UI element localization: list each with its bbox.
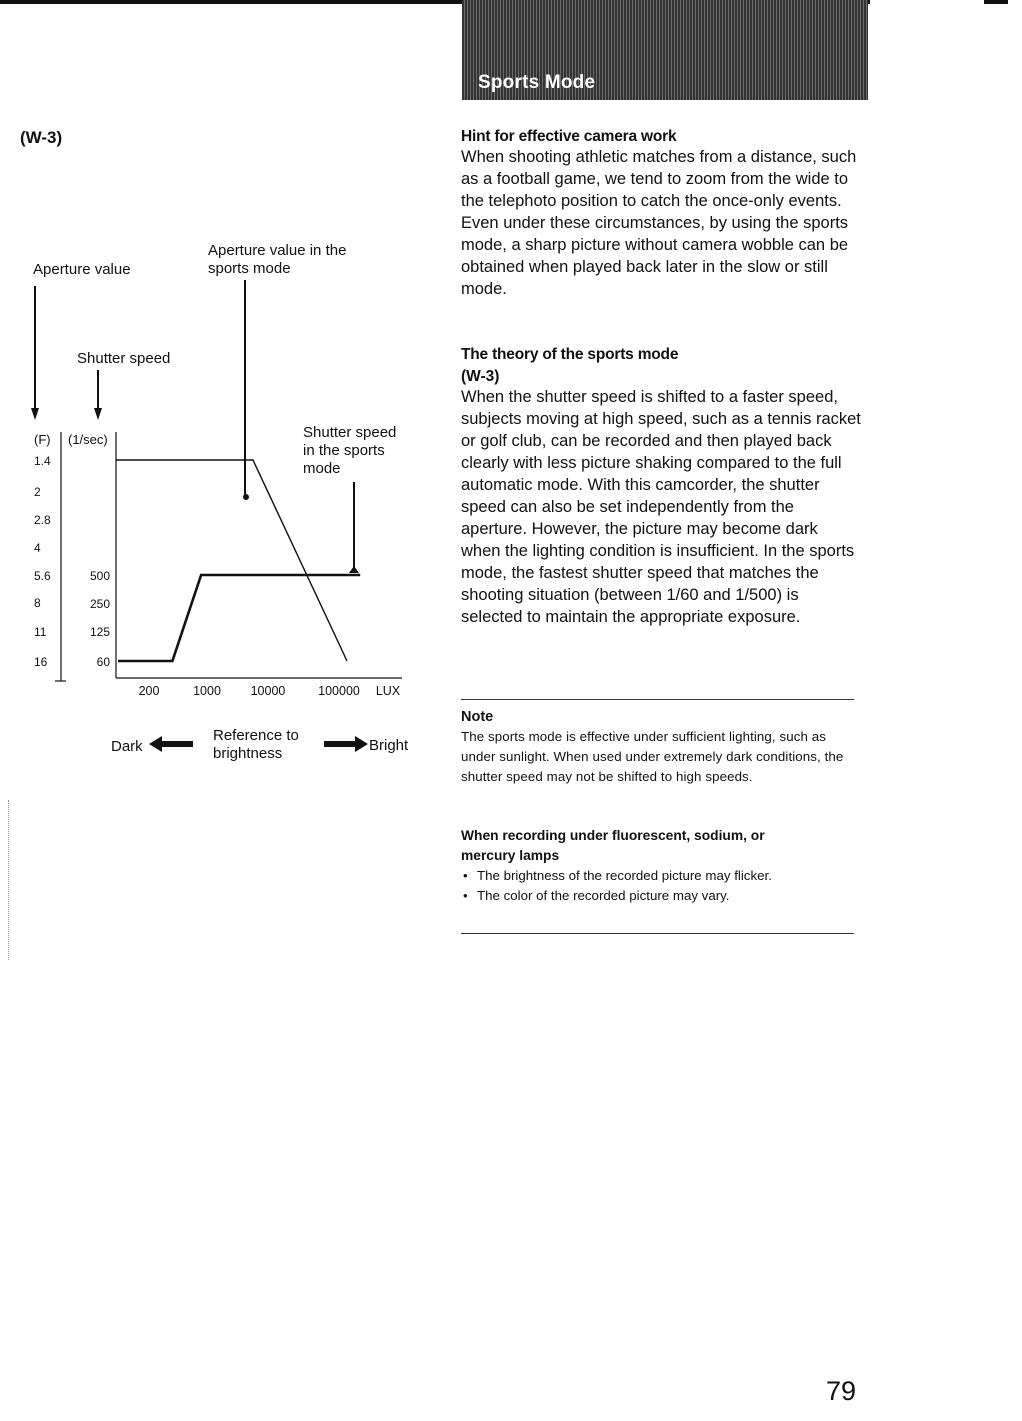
- lamps-list: [461, 866, 856, 906]
- reference-label-2: brightness: [213, 745, 283, 762]
- lux-tick-label: 1000: [193, 684, 221, 698]
- label-aperture-sports-2: sports mode: [208, 260, 291, 277]
- shutter-series-line: [118, 575, 360, 661]
- dark-arrow: [149, 736, 193, 752]
- lux-tick-label: 100000: [318, 684, 360, 698]
- label-shutter-sports-1: Shutter speed: [303, 424, 397, 441]
- hint-body: When shooting athletic matches from a distance, such as a football game, we tend to zoom from the wide to the telephoto position to catch the once-only events. Even under these circumstances, by using the sports mode, a sharp picture without camera wobble can be obtained when played back later in the slow or still mode.: [461, 148, 857, 298]
- exposure-chart: [0, 0, 460, 800]
- shutter-pointer-arrowhead: [94, 408, 102, 420]
- divider-bottom: [461, 933, 854, 934]
- lux-tick-label: 200: [138, 684, 160, 698]
- lux-unit-label: LUX: [375, 684, 401, 698]
- shutter-tick-label: 60: [96, 655, 110, 669]
- shutter-tick-label: 250: [89, 597, 110, 611]
- label-shutter-speed: Shutter speed: [77, 350, 171, 367]
- f-unit-label: (F): [34, 432, 51, 447]
- f-tick-labels: [34, 454, 51, 669]
- f-tick-label: 11: [34, 625, 47, 639]
- note-body: The sports mode is effective under sufficient lighting, such as under sunlight. When used under extremely dark conditions, the shutter speed may not be shifted to high speeds.: [461, 729, 844, 784]
- aperture-series-line: [116, 460, 347, 661]
- margin-line: [8, 800, 9, 960]
- f-tick-label: 2: [34, 485, 41, 499]
- label-shutter-sports-3: mode: [303, 460, 341, 477]
- bright-arrow: [324, 736, 368, 752]
- aperture-pointer-arrowhead: [31, 408, 39, 420]
- note-section: [461, 707, 856, 787]
- theory-heading: The theory of the sports mode: [461, 346, 679, 363]
- f-tick-label: 16: [34, 655, 48, 669]
- sec-unit-label: (1/sec): [68, 432, 108, 447]
- page-title: Sports Mode: [478, 72, 596, 93]
- corner-mark: [984, 0, 1008, 4]
- lamps-heading-2: mercury lamps: [461, 848, 560, 863]
- theory-figure-ref: (W-3): [461, 368, 500, 385]
- figure-id: (W-3): [20, 128, 63, 147]
- divider-top: [461, 699, 854, 700]
- theory-body: When the shutter speed is shifted to a faster speed, subjects moving at high speed, such as a tennis racket or golf club, can be recorded and then played back clearly with less picture shaking compared to the full automatic mode. With this camcorder, the shutter speed can also be set independently from the aperture. However, the picture may become dark when the lighting condition is insufficient. In the sports mode, the fastest shutter speed that matches the shooting situation (between 1/60 and 1/500) is selected to maintain the appropriate exposure.: [461, 388, 861, 626]
- note-heading: Note: [461, 709, 494, 725]
- f-tick-label: 1.4: [34, 454, 51, 468]
- theory-section: [461, 346, 861, 628]
- lamps-heading-1: When recording under fluorescent, sodium, or: [461, 828, 765, 843]
- aperture-sports-marker: [243, 494, 249, 500]
- page-number: 79: [826, 1376, 857, 1406]
- label-aperture-value: Aperture value: [33, 261, 131, 278]
- label-shutter-sports-2: in the sports: [303, 442, 385, 459]
- hint-section: [461, 128, 861, 300]
- list-item: • The brightness of the recorded picture may flicker.: [461, 866, 856, 886]
- lux-tick-labels: [139, 684, 401, 698]
- f-tick-label: 2.8: [34, 513, 51, 527]
- lux-tick-label: 10000: [250, 684, 286, 698]
- hint-heading: Hint for effective camera work: [461, 128, 677, 145]
- label-aperture-sports-1: Aperture value in the: [208, 242, 347, 259]
- reference-label-1: Reference to: [213, 727, 299, 744]
- shutter-tick-labels: [90, 569, 110, 669]
- dark-label: Dark: [111, 738, 143, 755]
- shutter-sports-arrowhead: [349, 566, 359, 573]
- f-tick-label: 4: [34, 541, 41, 555]
- lamps-section: [461, 826, 856, 906]
- f-tick-label: 5.6: [34, 569, 51, 583]
- f-tick-label: 8: [34, 596, 41, 610]
- chart-series: [116, 460, 360, 661]
- shutter-tick-label: 125: [89, 625, 110, 639]
- shutter-tick-label: 500: [89, 569, 110, 583]
- list-item: • The color of the recorded picture may vary.: [461, 886, 856, 906]
- bright-label: Bright: [369, 737, 409, 754]
